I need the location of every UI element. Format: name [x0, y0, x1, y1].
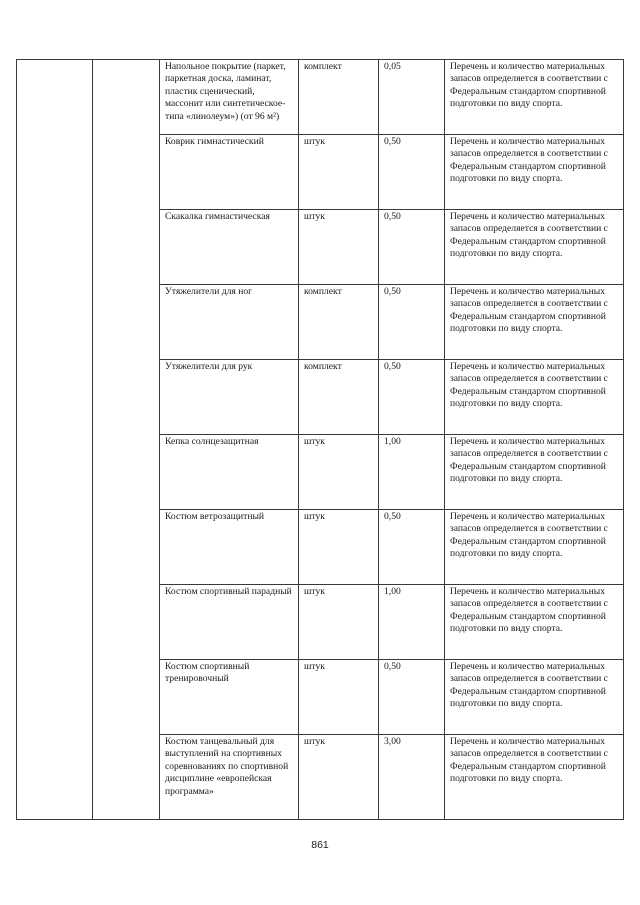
note-cell: Перечень и количество материальных запасов определяется в соответствии с Федеральным стандартом спортивной подготовки по виду спорта. — [445, 510, 624, 585]
item-name-cell: Утяжелители для ног — [160, 285, 299, 360]
note-cell: Перечень и количество материальных запасов определяется в соответствии с Федеральным стандартом спортивной подготовки по виду спорта. — [445, 210, 624, 285]
unit-cell: штук — [299, 510, 379, 585]
item-name-cell: Напольное покрытие (паркет, паркетная доска, ламинат, пластик сценический, массонит или синтетическое-типа «линолеум») (от 96 м²) — [160, 60, 299, 135]
note-cell: Перечень и количество материальных запасов определяется в соответствии с Федеральным стандартом спортивной подготовки по виду спорта. — [445, 60, 624, 135]
note-cell: Перечень и количество материальных запасов определяется в соответствии с Федеральным стандартом спортивной подготовки по виду спорта. — [445, 585, 624, 660]
quantity-cell: 0,50 — [379, 285, 445, 360]
unit-cell: штук — [299, 660, 379, 735]
quantity-cell: 0,50 — [379, 360, 445, 435]
empty-cell-column-2 — [93, 60, 160, 820]
unit-cell: комплект — [299, 285, 379, 360]
note-cell: Перечень и количество материальных запасов определяется в соответствии с Федеральным стандартом спортивной подготовки по виду спорта. — [445, 285, 624, 360]
unit-cell: комплект — [299, 60, 379, 135]
unit-cell: штук — [299, 210, 379, 285]
table-row — [17, 60, 624, 135]
quantity-cell: 0,05 — [379, 60, 445, 135]
item-name-cell: Костюм ветрозащитный — [160, 510, 299, 585]
item-name-cell: Кепка солнцезащитная — [160, 435, 299, 510]
quantity-cell: 0,50 — [379, 210, 445, 285]
item-name-cell: Коврик гимнастический — [160, 135, 299, 210]
quantity-cell: 0,50 — [379, 660, 445, 735]
unit-cell: штук — [299, 585, 379, 660]
empty-cell-column-1 — [17, 60, 93, 820]
item-name-cell: Костюм танцевальный для выступлений на спортивных соревнованиях по спортивной дисциплине «европейская программа» — [160, 735, 299, 820]
quantity-cell: 3,00 — [379, 735, 445, 820]
unit-cell: комплект — [299, 360, 379, 435]
quantity-cell: 0,50 — [379, 135, 445, 210]
item-name-cell: Скакалка гимнастическая — [160, 210, 299, 285]
note-cell: Перечень и количество материальных запасов определяется в соответствии с Федеральным стандартом спортивной подготовки по виду спорта. — [445, 435, 624, 510]
page-number: 861 — [311, 839, 329, 851]
quantity-cell: 1,00 — [379, 435, 445, 510]
unit-cell: штук — [299, 135, 379, 210]
note-cell: Перечень и количество материальных запасов определяется в соответствии с Федеральным стандартом спортивной подготовки по виду спорта. — [445, 735, 624, 820]
unit-cell: штук — [299, 735, 379, 820]
note-cell: Перечень и количество материальных запасов определяется в соответствии с Федеральным стандартом спортивной подготовки по виду спорта. — [445, 360, 624, 435]
equipment-table — [16, 59, 624, 820]
item-name-cell: Костюм спортивный тренировочный — [160, 660, 299, 735]
item-name-cell: Костюм спортивный парадный — [160, 585, 299, 660]
item-name-cell: Утяжелители для рук — [160, 360, 299, 435]
note-cell: Перечень и количество материальных запасов определяется в соответствии с Федеральным стандартом спортивной подготовки по виду спорта. — [445, 660, 624, 735]
quantity-cell: 1,00 — [379, 585, 445, 660]
note-cell: Перечень и количество материальных запасов определяется в соответствии с Федеральным стандартом спортивной подготовки по виду спорта. — [445, 135, 624, 210]
unit-cell: штук — [299, 435, 379, 510]
quantity-cell: 0,50 — [379, 510, 445, 585]
